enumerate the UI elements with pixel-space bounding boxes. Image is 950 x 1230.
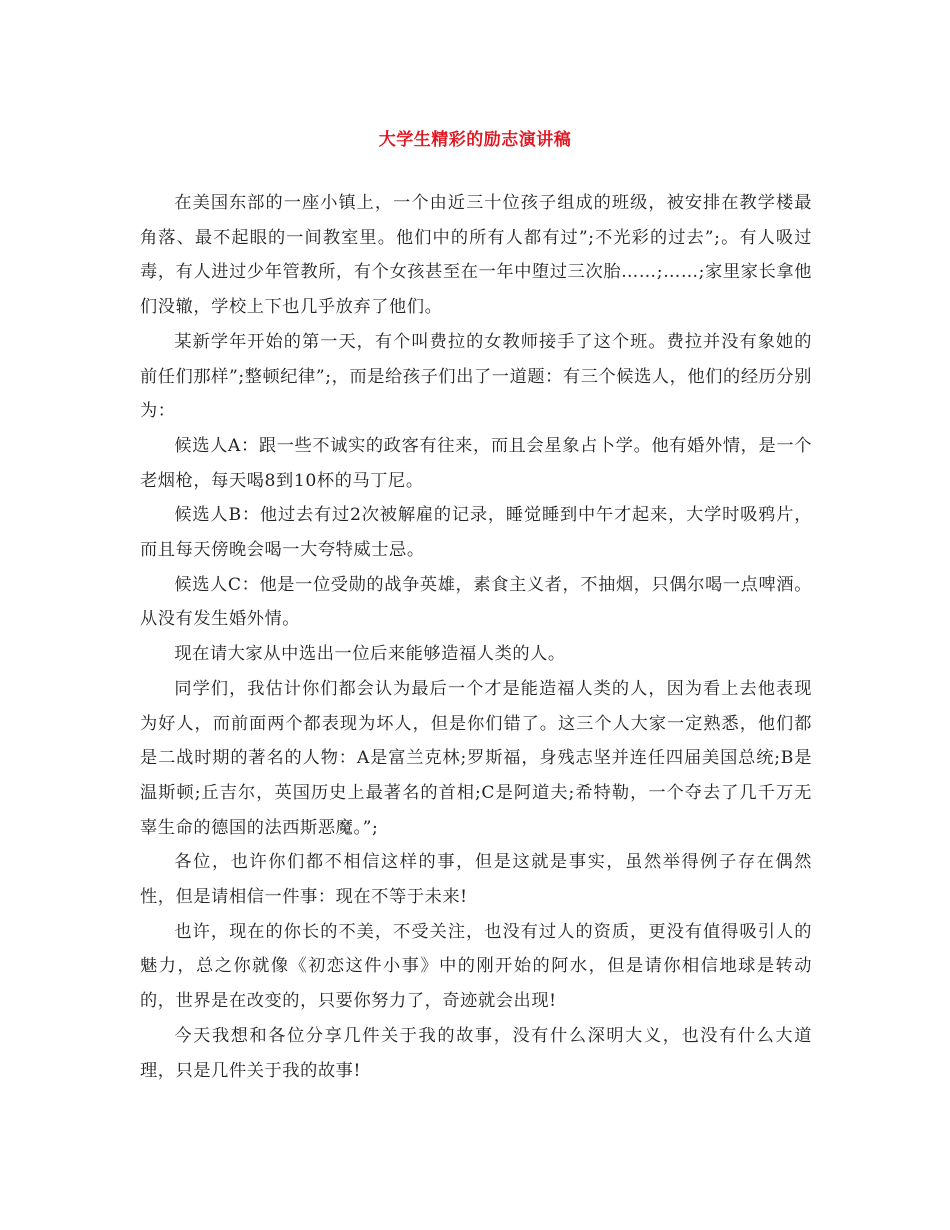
- paragraph-2: 某新学年开始的第一天，有个叫费拉的女教师接手了这个班。费拉并没有象她的前任们那样”;整顿纪律”;，而是给孩子们出了一道题：有三个候选人，他们的经历分别为：: [140, 331, 812, 422]
- paragraph-4: 候选人B：他过去有过2次被解雇的记录，睡觉睡到中午才起来，大学时吸鸦片，而且每天傍晚会喝一大夸特威士忌。: [140, 505, 812, 561]
- paragraph-5: 候选人C：他是一位受勋的战争英雄，素食主义者，不抽烟，只偶尔喝一点啤酒。从没有发生婚外情。: [140, 574, 812, 630]
- paragraph-6: 现在请大家从中选出一位后来能够造福人类的人。: [174, 644, 566, 665]
- paragraph-7: 同学们，我估计你们都会认为最后一个才是能造福人类的人，因为看上去他表现为好人，而前面两个都表现为坏人，但是你们错了。这三个人大家一定熟悉，他们都是二战时期的著名的人物：A是富兰克林;罗斯福，身残志坚并连任四届美国总统;B是温斯顿;丘吉尔，英国历史上最著名的首相;C是阿道夫;希特勒，一个夺去了几千万无辜生命的德国的法西斯恶魔。”;: [140, 678, 812, 838]
- document-title: 大学生精彩的励志演讲稿: [378, 130, 572, 150]
- paragraph-3: 候选人A：跟一些不诚实的政客有往来，而且会星象占卜学。他有婚外情，是一个老烟枪，每天喝8到10杯的马丁尼。: [140, 435, 812, 491]
- document-body: [140, 186, 812, 1088]
- paragraph-10: 今天我想和各位分享几件关于我的故事，没有什么深明大义，也没有什么大道理，只是几件关于我的故事!: [140, 1025, 812, 1081]
- paragraph-1: 在美国东部的一座小镇上，一个由近三十位孩子组成的班级，被安排在教学楼最角落、最不起眼的一间教室里。他们中的所有人都有过”;不光彩的过去”;。有人吸过毒，有人进过少年管教所，有个女孩甚至在一年中堕过三次胎……;……;家里家长拿他们没辙，学校上下也几乎放弃了他们。: [140, 193, 812, 318]
- paragraph-8: 各位，也许你们都不相信这样的事，但是这就是事实，虽然举得例子存在偶然性，但是请相信一件事：现在不等于未来!: [140, 852, 812, 908]
- paragraph-9: 也许，现在的你长的不美，不受关注，也没有过人的资质，更没有值得吸引人的魅力，总之你就像《初恋这件小事》中的刚开始的阿水，但是请你相信地球是转动的，世界是在改变的，只要你努力了，奇迹就会出现!: [140, 921, 812, 1012]
